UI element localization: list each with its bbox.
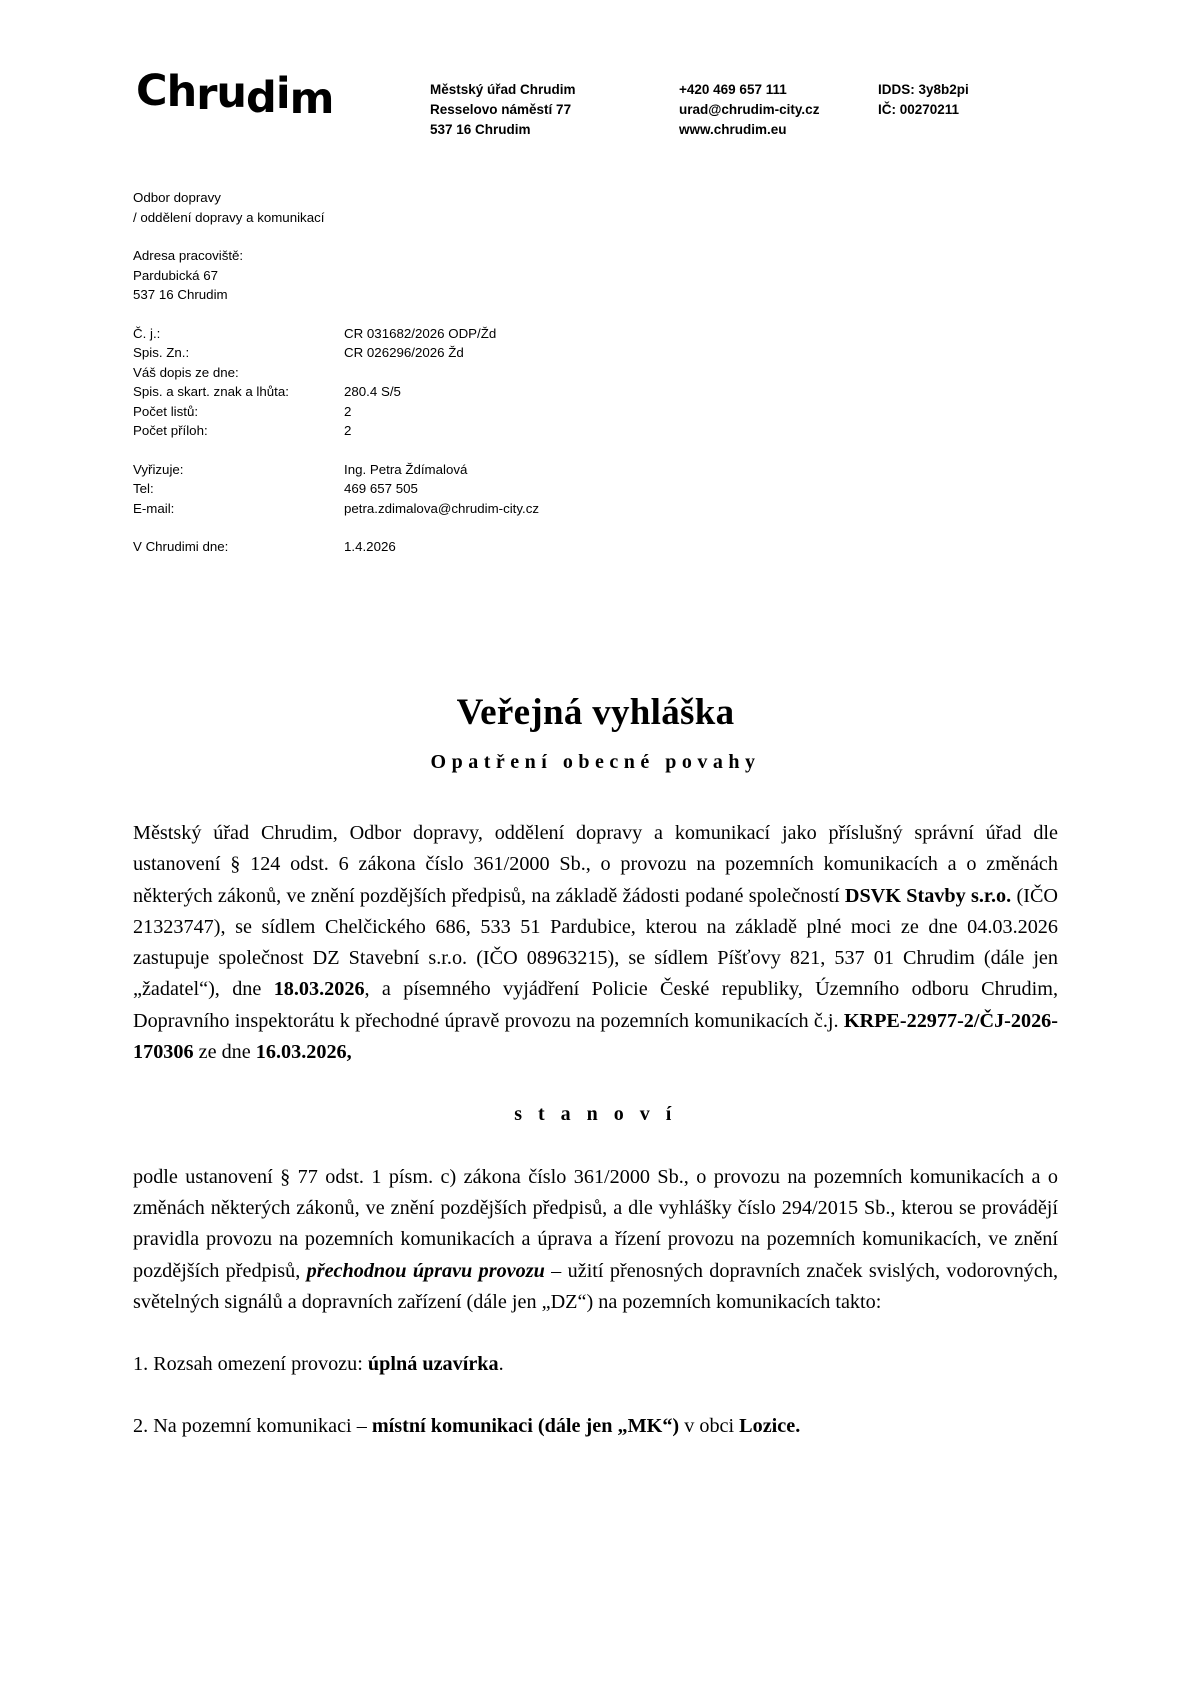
office-phone: +420 469 657 111	[679, 82, 787, 97]
page-title: Veřejná vyhláška	[456, 692, 735, 733]
office-street: Resselovo náměstí 77	[430, 102, 572, 117]
meta-row-place-date	[133, 537, 833, 557]
label-cj: Č. j.:	[133, 325, 161, 341]
value-vas-dopis	[344, 363, 833, 383]
spacer-1	[133, 1068, 1058, 1099]
department-block	[133, 188, 833, 227]
document-body	[133, 818, 1058, 1443]
logo-letter-h: h	[166, 67, 197, 117]
body-item-1: 1. Rozsah omezení provozu: úplná uzavírka.	[133, 1353, 504, 1376]
decision-keyword: s t a n o v í	[514, 1103, 677, 1126]
meta-row-pocet-listu	[133, 402, 833, 422]
value-tel: 469 657 505	[344, 481, 418, 496]
office-name: Městský úřad Chrudim	[430, 82, 576, 97]
spacer-3	[133, 1318, 1058, 1349]
logo-letter-r: r	[196, 70, 217, 120]
value-spis-zn: CR 026296/2026 Žd	[344, 345, 464, 360]
label-pocet-listu: Počet listů:	[133, 403, 199, 419]
department-name: Odbor dopravy	[133, 190, 221, 205]
spacer-2	[133, 1131, 1058, 1162]
value-pocet-priloh: 2	[344, 423, 352, 438]
office-email: urad@chrudim-city.cz	[679, 102, 820, 117]
spacer-4	[133, 1380, 1058, 1411]
workplace-street: Pardubická 67	[133, 267, 219, 283]
contact-person-block	[133, 460, 833, 519]
office-website: www.chrudim.eu	[679, 122, 787, 137]
workplace-label: Adresa pracoviště:	[133, 248, 244, 263]
office-ico: IČ: 00270211	[878, 102, 960, 117]
label-spis-zn: Spis. Zn.:	[133, 345, 190, 360]
header-contact-info	[679, 80, 819, 140]
value-pocet-listu: 2	[344, 403, 352, 419]
reference-number-block	[133, 324, 833, 441]
body-paragraph-1: Městský úřad Chrudim, Odbor dopravy, oddělení dopravy a komunikací jako příslušný správní úřad dle ustanovení § 124 odst. 6 zákona číslo 361/2000 Sb., o provozu na pozemních komunikacích a o změnách některých zákonů, ve znění pozdějších předpisů, na základě žádosti podané společností DSVK Stavby s.r.o. (IČO 21323747), se sídlem Chelčického 686, 533 51 Pardubice, kterou na základě plné moci ze dne 04.03.2026 zastupuje společnost DZ Stavební s.r.o. (IČO 08963215), se sídlem Píšťovy 821, 537 01 Chrudim (dále jen „žadatel“), dne 18.03.2026, a písemného vyjádření Policie České republiky, Územního odboru Chrudim, Dopravního inspektorátu k přechodné úpravě provozu na pozemních komunikacích č.j. KRPE-22977-2/ČJ-2026-170306 ze dne 16.03.2026,	[133, 822, 1058, 1064]
page-subtitle: Opatření obecné povahy	[430, 751, 761, 773]
label-vyrizuje: Vyřizuje:	[133, 461, 184, 477]
meta-row-skart-znak	[133, 382, 833, 402]
label-pocet-priloh: Počet příloh:	[133, 423, 208, 438]
value-place-date: 1.4.2026	[344, 539, 396, 554]
office-idds: IDDS: 3y8b2pi	[878, 82, 969, 97]
meta-row-pocet-priloh	[133, 421, 833, 441]
logo-letter-c: C	[136, 66, 167, 116]
department-subunit: / oddělení dopravy a komunikací	[133, 209, 325, 225]
workplace-address-block	[133, 246, 833, 305]
place-date-block	[133, 537, 833, 557]
label-place-date: V Chrudimi dne:	[133, 539, 229, 554]
logo-letter-i: i	[275, 69, 290, 119]
logo-letter-u: u	[216, 68, 247, 118]
logo-letter-d: d	[246, 73, 276, 123]
label-skart-znak: Spis. a skart. znak a lhůta:	[133, 384, 289, 399]
value-skart-znak: 280.4 S/5	[344, 384, 401, 399]
value-cj: CR 031682/2026 ODP/Žd	[344, 325, 497, 341]
meta-row-spis-zn	[133, 343, 833, 363]
label-email: E-mail:	[133, 500, 175, 516]
label-tel: Tel:	[133, 481, 154, 496]
meta-row-vas-dopis	[133, 363, 833, 383]
workplace-city: 537 16 Chrudim	[133, 287, 228, 302]
letterhead-header	[136, 68, 1056, 138]
body-paragraph-2: podle ustanovení § 77 odst. 1 písm. c) zákona číslo 361/2000 Sb., o provozu na pozemních komunikacích a o změnách některých zákonů, ve znění pozdějších předpisů, a dle vyhlášky číslo 294/2015 Sb., kterou se provádějí pravidla provozu na pozemních komunikacích a úprava a řízení provozu na pozemních komunikacích, ve znění pozdějších předpisů, přechodnou úpravu provozu – užití přenosných dopravních značek svislých, vodorovných, světelných signálů a dopravních zařízení (dále jen „DZ“) na pozemních komunikacích takto:	[133, 1165, 1059, 1313]
meta-row-email	[133, 499, 833, 519]
meta-row-cj	[133, 324, 833, 344]
label-vas-dopis: Váš dopis ze dne:	[133, 364, 239, 380]
chrudim-logo	[136, 66, 334, 124]
logo-letter-m: m	[289, 74, 334, 124]
meta-row-tel	[133, 479, 833, 499]
document-meta-block	[133, 188, 833, 576]
meta-row-vyrizuje	[133, 460, 833, 480]
office-city: 537 16 Chrudim	[430, 122, 531, 137]
header-office-address	[430, 80, 576, 140]
body-item-2: 2. Na pozemní komunikaci – místní komunikaci (dále jen „MK“) v obci Lozice.	[133, 1415, 801, 1438]
header-identifiers	[878, 80, 969, 120]
value-vyrizuje: Ing. Petra Ždímalová	[344, 461, 468, 477]
value-email: petra.zdimalova@chrudim-city.cz	[344, 500, 540, 516]
